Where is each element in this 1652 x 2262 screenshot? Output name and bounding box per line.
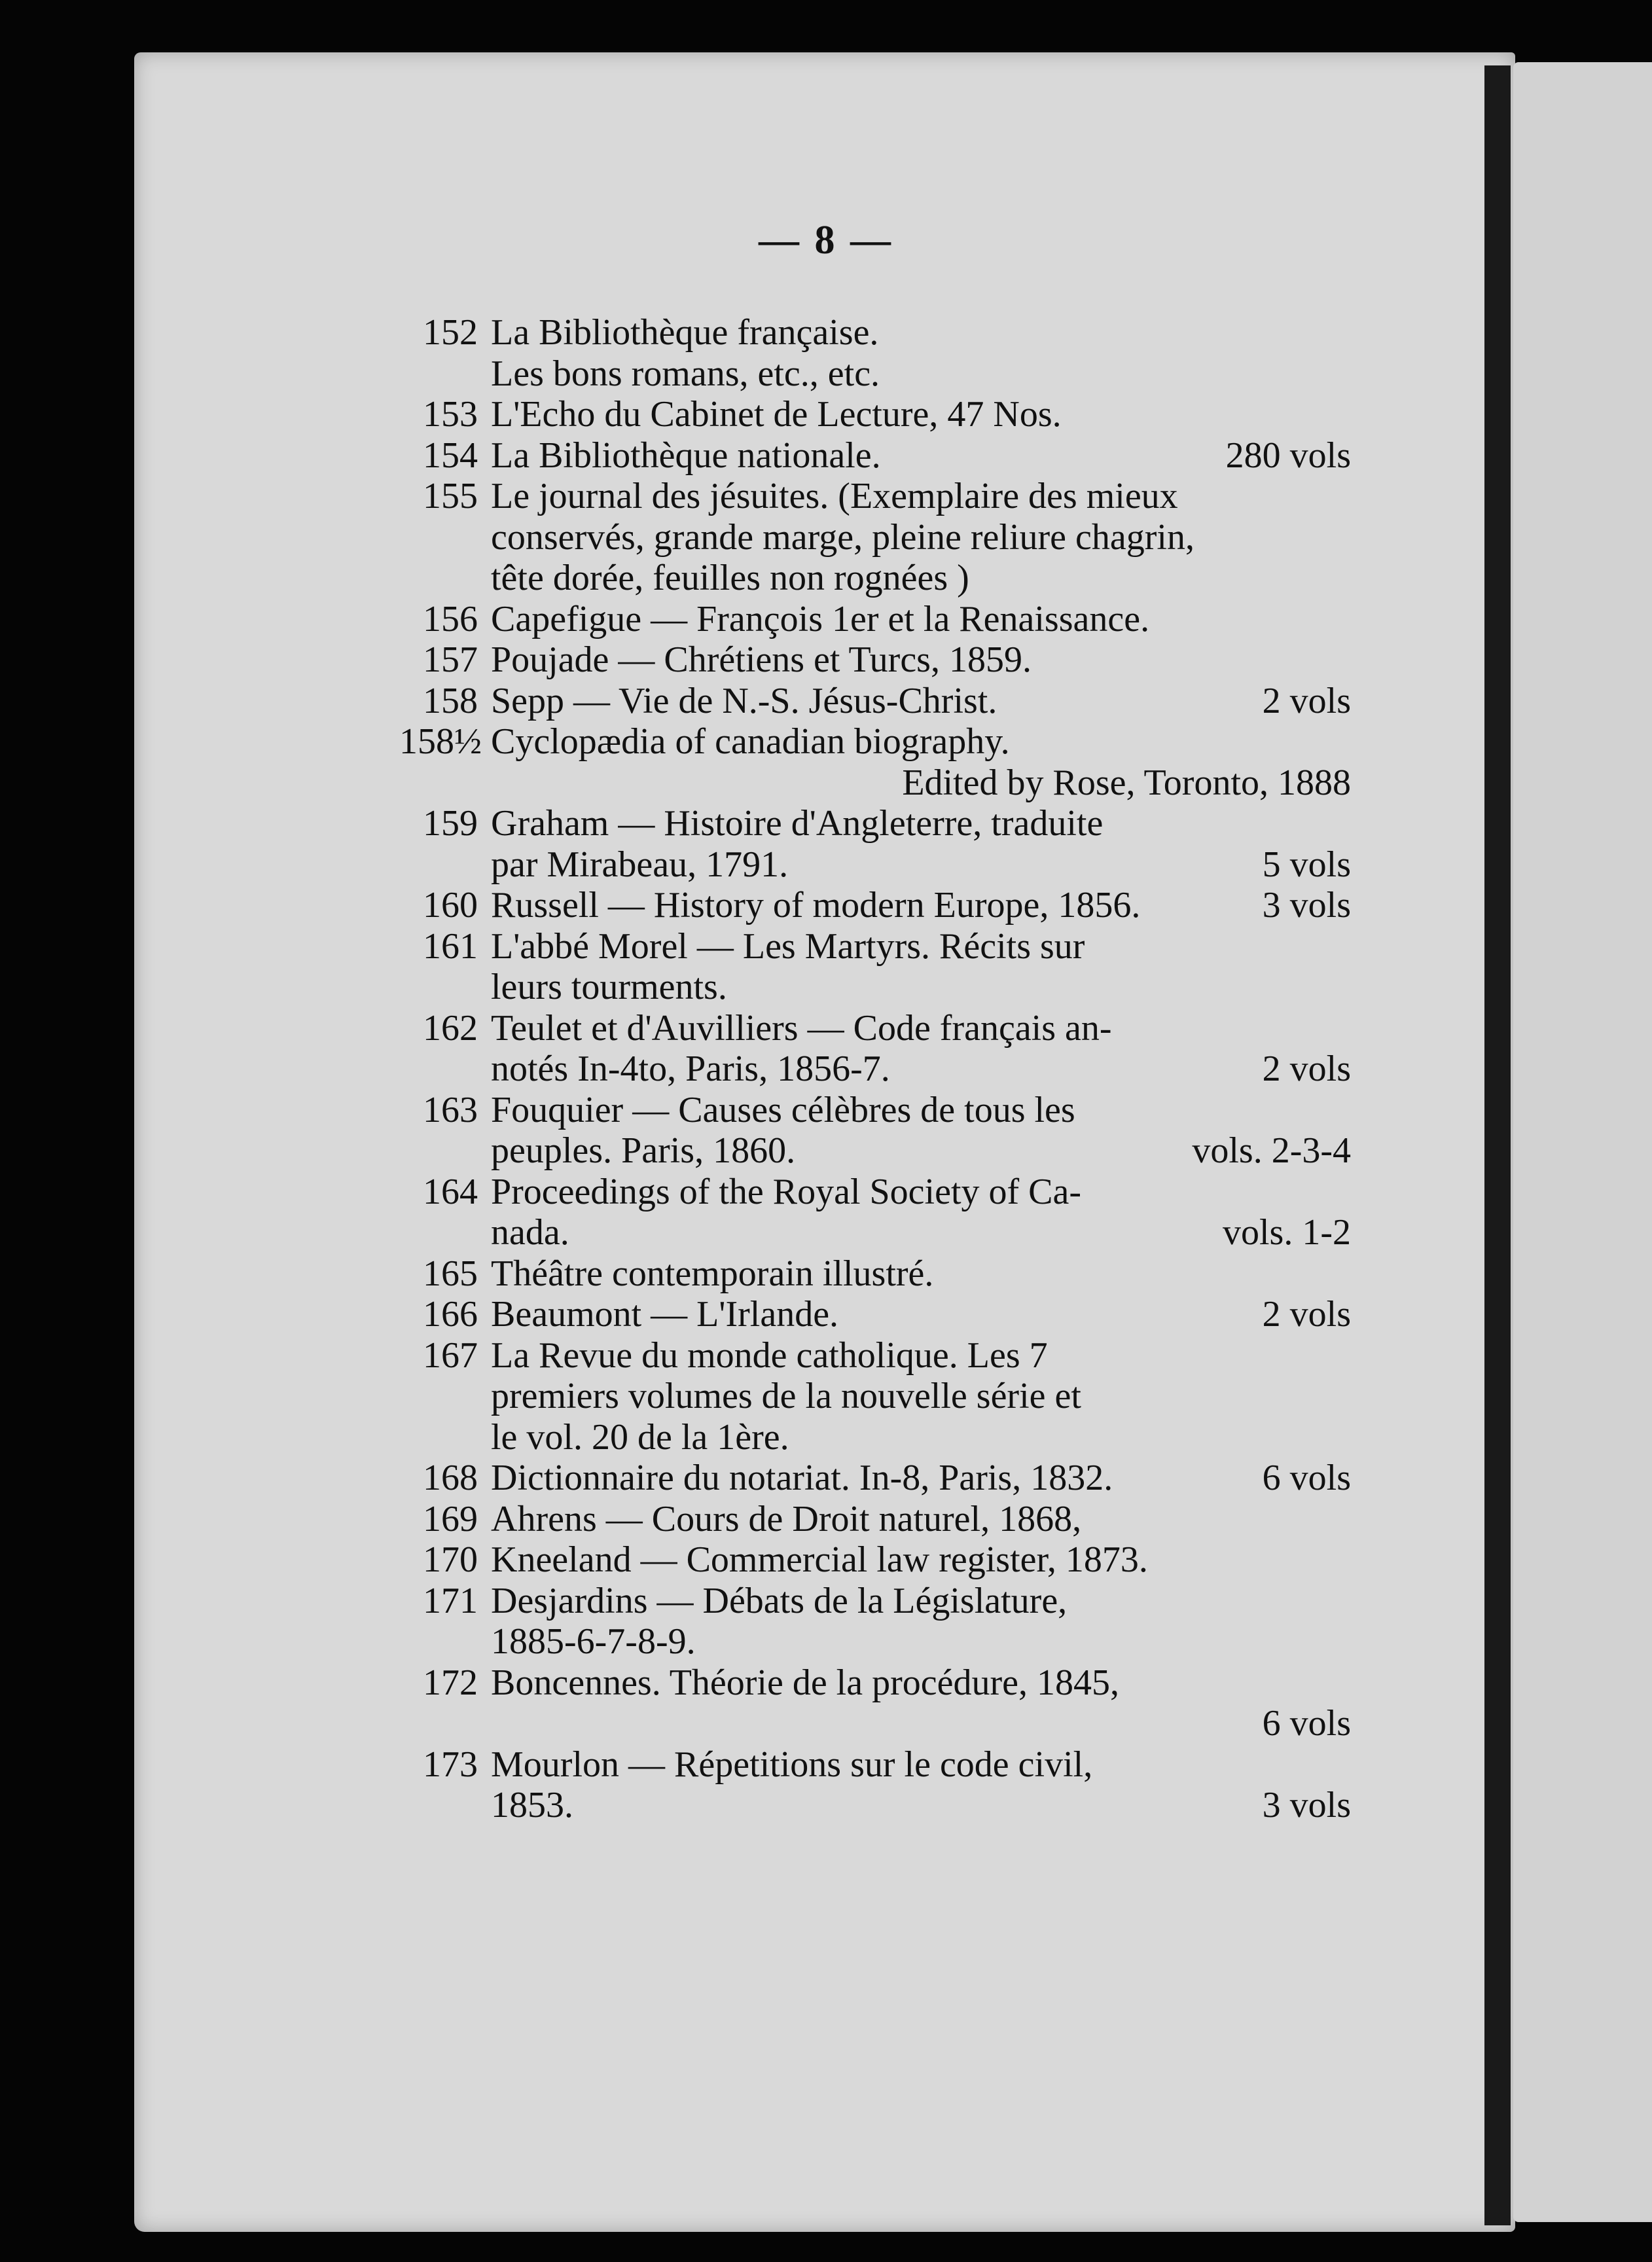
entry-volumes: 6 vols: [1262, 1703, 1351, 1744]
catalog-entry-line: [0, 1132, 1652, 1172]
entry-number: 167: [423, 1335, 478, 1376]
entry-number: 154: [423, 435, 478, 476]
catalog-entry-line: [0, 1623, 1652, 1662]
entry-number: 161: [423, 925, 478, 967]
catalog-entry-line: [0, 641, 1652, 681]
entry-number: 162: [423, 1007, 478, 1049]
catalog-entry-line: [0, 925, 1652, 967]
entry-text: Les bons romans, etc., etc.: [491, 353, 880, 394]
entry-text: Teulet et d'Auvilliers — Code français an-: [491, 1007, 1112, 1049]
entry-volumes: 280 vols: [1225, 435, 1351, 476]
catalog-entry-line: [0, 1089, 1652, 1131]
entry-number: 160: [423, 885, 478, 925]
catalog-entry-line: [0, 1007, 1652, 1049]
entry-text: Ahrens — Cours de Droit naturel, 1868,: [491, 1498, 1082, 1539]
catalog-entry-line: [0, 764, 1652, 804]
entry-number: 157: [423, 639, 478, 680]
entry-volumes: 3 vols: [1262, 885, 1351, 925]
entry-text: Sepp — Vie de N.-S. Jésus-Christ.: [491, 680, 997, 721]
catalog-entry-line: [0, 396, 1652, 435]
entry-text: Beaumont — L'Irlande.: [491, 1294, 839, 1335]
entry-number: 158: [423, 680, 478, 721]
entry-text: tête dorée, feuilles non rognées ): [491, 558, 969, 598]
entry-volumes: Edited by Rose, Toronto, 1888: [902, 762, 1351, 803]
entry-text: premiers volumes de la nouvelle série et: [491, 1376, 1081, 1416]
entry-text: par Mirabeau, 1791.: [491, 844, 789, 885]
entry-volumes: 2 vols: [1262, 1294, 1351, 1335]
catalog-entry-line: [0, 1416, 1652, 1458]
catalog-entry-line: [0, 1296, 1652, 1335]
entry-number: 159: [423, 803, 478, 844]
entry-volumes: 3 vols: [1262, 1785, 1351, 1825]
entry-text: La Revue du monde catholique. Les 7: [491, 1335, 1048, 1376]
entry-number: 152: [423, 312, 478, 353]
entry-text: La Bibliothèque nationale.: [491, 435, 881, 476]
catalog-entry-line: [0, 1460, 1652, 1499]
entry-text: Mourlon — Répetitions sur le code civil,: [491, 1744, 1093, 1785]
entry-number: 158½: [399, 721, 482, 762]
entry-volumes: 2 vols: [1262, 680, 1351, 721]
entry-text: le vol. 20 de la 1ère.: [491, 1416, 789, 1458]
entry-text: Graham — Histoire d'Angleterre, traduite: [491, 803, 1104, 844]
entry-volumes: vols. 1-2: [1223, 1212, 1351, 1253]
catalog-entry-line: [0, 1214, 1652, 1253]
catalog-entry-line: [0, 887, 1652, 926]
entry-number: 173: [423, 1744, 478, 1785]
catalog-entry-line: [0, 1580, 1652, 1622]
entry-text: L'Echo du Cabinet de Lecture, 47 Nos.: [491, 394, 1062, 435]
catalog-entry-line: [0, 1378, 1652, 1417]
catalog-entry-line: [0, 355, 1652, 395]
entry-number: 163: [423, 1089, 478, 1130]
catalog-entry-line: [0, 1050, 1652, 1090]
catalog-entry-line: [0, 1787, 1652, 1826]
catalog-entry-line: [0, 1746, 1652, 1786]
entry-text: Capefigue — François 1er et la Renaissance.: [491, 598, 1150, 639]
catalog-entry-line: [0, 846, 1652, 886]
catalog-entry-line: [0, 598, 1652, 640]
entry-text: Russell — History of modern Europe, 1856.: [491, 885, 1141, 925]
catalog-entry-line: [0, 1664, 1652, 1704]
entry-number: 171: [423, 1580, 478, 1621]
entry-text: L'abbé Morel — Les Martyrs. Récits sur: [491, 925, 1085, 967]
entry-text: nada.: [491, 1212, 569, 1253]
catalog-entry-line: [0, 1541, 1652, 1581]
entry-number: 165: [423, 1253, 478, 1294]
catalog-entry-line: [0, 680, 1652, 722]
entry-text: Poujade — Chrétiens et Turcs, 1859.: [491, 639, 1032, 680]
catalog-entry-line: [0, 1705, 1652, 1744]
catalog-entry-line: [0, 805, 1652, 844]
catalog-entry-line: [0, 969, 1652, 1008]
entry-number: 169: [423, 1498, 478, 1539]
entry-volumes: 2 vols: [1262, 1049, 1351, 1089]
catalog-entry-line: [0, 1498, 1652, 1540]
entry-volumes: 6 vols: [1262, 1458, 1351, 1498]
entry-text: Desjardins — Débats de la Législature,: [491, 1580, 1068, 1621]
entry-number: 155: [423, 476, 478, 516]
catalog-entry-line: [0, 1255, 1652, 1295]
entry-text: conservés, grande marge, pleine reliure chagrin,: [491, 516, 1194, 558]
catalog-entry-line: [0, 560, 1652, 599]
entry-number: 166: [423, 1294, 478, 1335]
entry-text: Kneeland — Commercial law register, 1873.: [491, 1539, 1148, 1580]
entry-text: peuples. Paris, 1860.: [491, 1130, 796, 1171]
catalog-entry-line: [0, 1171, 1652, 1213]
entry-number: 170: [423, 1539, 478, 1580]
entry-text: 1853.: [491, 1785, 573, 1825]
entry-text: Cyclopædia of canadian biography.: [491, 721, 1010, 762]
entry-volumes: 5 vols: [1262, 844, 1351, 885]
entry-text: Le journal des jésuites. (Exemplaire des mieux: [491, 476, 1178, 516]
entry-text: Théâtre contemporain illustré.: [491, 1253, 934, 1294]
entry-number: 168: [423, 1458, 478, 1498]
catalog-entry-line: [0, 516, 1652, 558]
catalog-entry-line: [0, 723, 1652, 763]
entry-text: notés In-4to, Paris, 1856-7.: [491, 1049, 890, 1089]
entry-text: 1885-6-7-8-9.: [491, 1621, 696, 1662]
entry-number: 156: [423, 598, 478, 639]
entry-text: Proceedings of the Royal Society of Ca-: [491, 1171, 1082, 1212]
entry-text: La Bibliothèque française.: [491, 312, 879, 353]
page-number: — 8 —: [759, 218, 893, 262]
entry-text: Dictionnaire du notariat. In-8, Paris, 1832.: [491, 1458, 1113, 1498]
entry-text: Fouquier — Causes célèbres de tous les: [491, 1089, 1075, 1130]
entry-number: 164: [423, 1171, 478, 1212]
entry-number: 172: [423, 1662, 478, 1703]
entry-text: leurs tourments.: [491, 967, 727, 1007]
entry-text: Boncennes. Théorie de la procédure, 1845,: [491, 1662, 1119, 1703]
entry-number: 153: [423, 394, 478, 435]
catalog-entry-line: [0, 1337, 1652, 1376]
catalog-entry-line: [0, 478, 1652, 517]
catalog-entry-line: [0, 314, 1652, 353]
entry-volumes: vols. 2-3-4: [1192, 1130, 1351, 1171]
catalog-entry-line: [0, 437, 1652, 476]
